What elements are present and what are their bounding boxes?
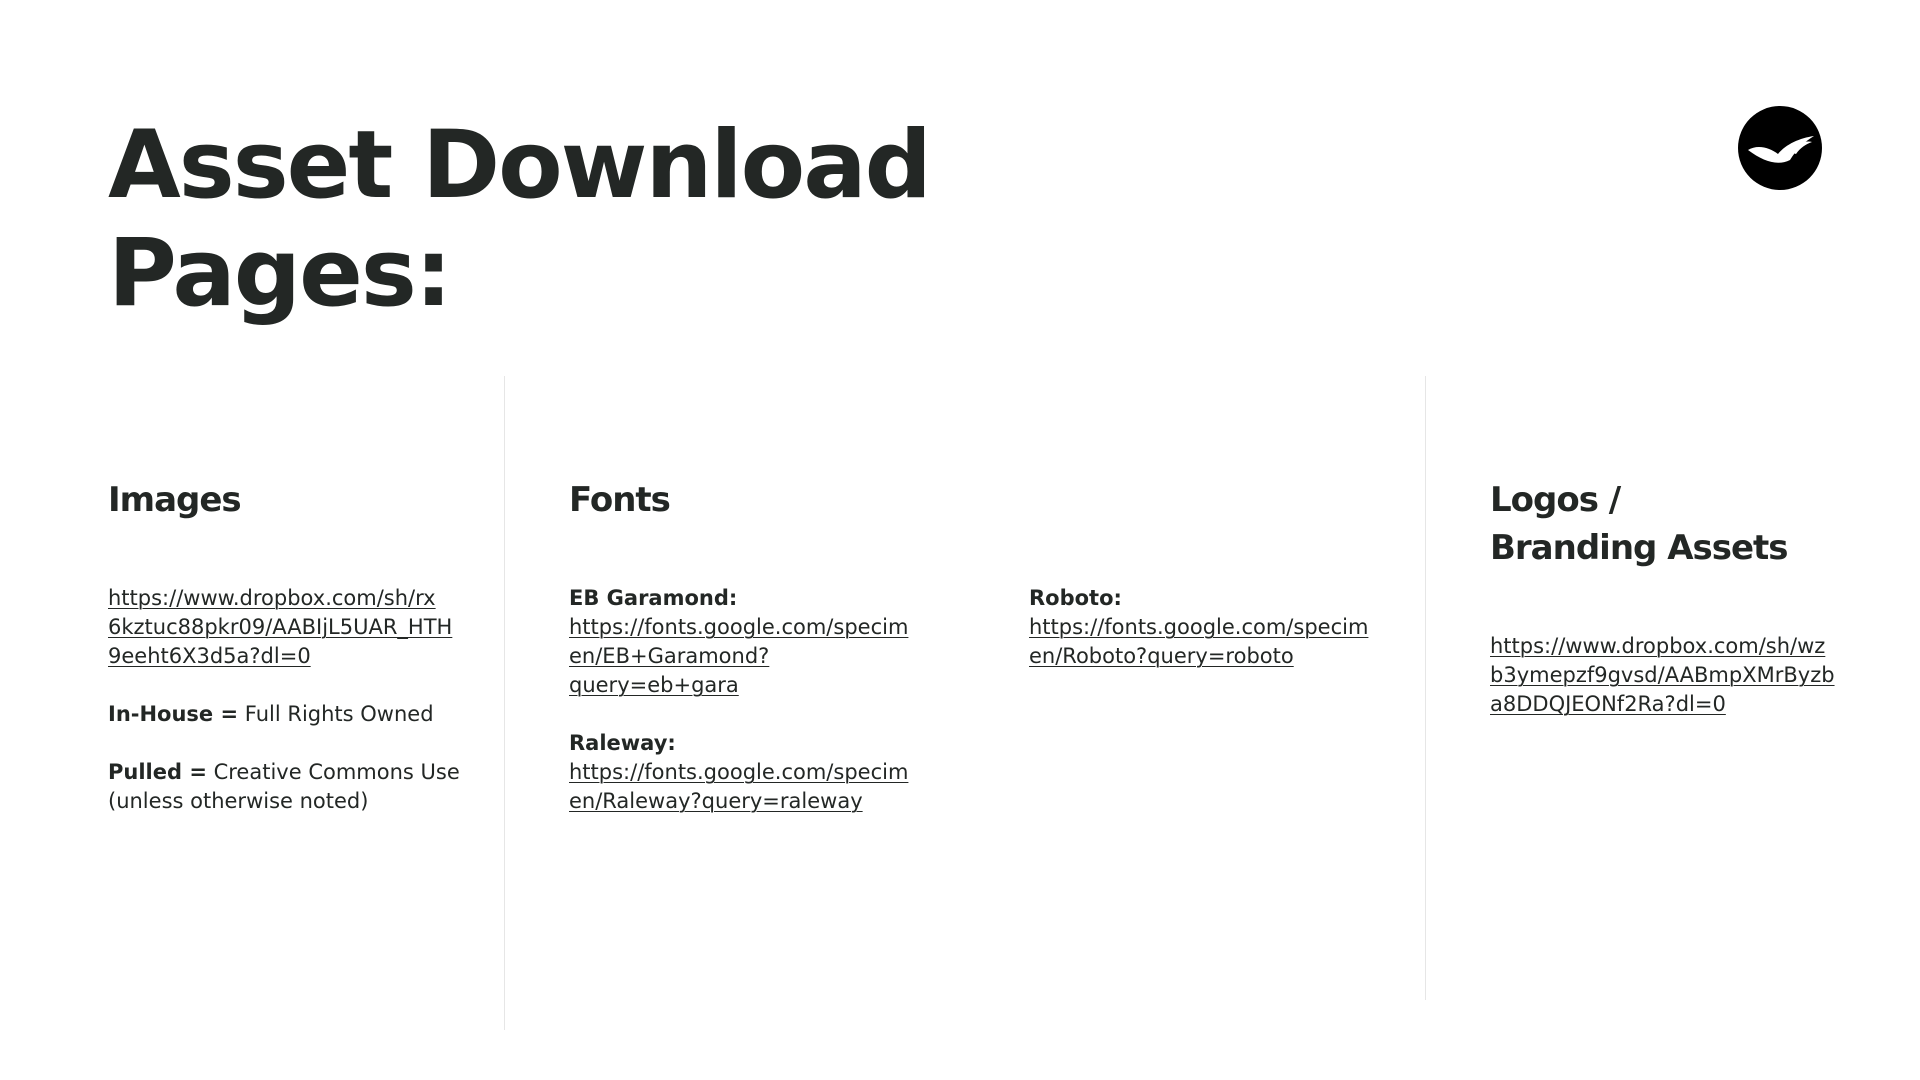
logos-section: [1490, 632, 1850, 719]
pulled-text: Creative Commons Use: [206, 760, 460, 784]
pulled-note-continued: (unless otherwise noted): [108, 789, 369, 813]
logos-heading-line-2: Branding Assets: [1490, 528, 1788, 568]
font-link-line: query=eb+gara: [569, 673, 739, 697]
font-name-raleway: [569, 729, 929, 758]
images-link-line: https://www.dropbox.com/sh/rx: [108, 586, 436, 610]
page-title: [108, 112, 930, 328]
images-link-line: 9eeht6X3d5a?dl=0: [108, 644, 311, 668]
font-name-label: Roboto:: [1029, 586, 1122, 610]
images-dropbox-link[interactable]: [108, 584, 468, 671]
pulled-label: Pulled =: [108, 760, 207, 784]
images-link-line: 6kztuc88pkr09/AABIjL5UAR_HTH: [108, 615, 453, 639]
column-divider-left: [504, 376, 505, 1030]
font-name-label: Raleway:: [569, 731, 676, 755]
fonts-column-right: [1029, 584, 1389, 671]
font-link-line: en/Roboto?query=roboto: [1029, 644, 1294, 668]
fonts-column-left: [569, 584, 929, 816]
fonts-heading-text: Fonts: [569, 480, 670, 520]
font-name-label: EB Garamond:: [569, 586, 738, 610]
roboto-link[interactable]: [1029, 613, 1389, 671]
logos-heading-line-1: Logos /: [1490, 480, 1621, 520]
font-link-line: https://fonts.google.com/specim: [569, 615, 909, 639]
font-name-eb-garamond: [569, 584, 929, 613]
raleway-link[interactable]: [569, 758, 929, 816]
font-link-line: https://fonts.google.com/specim: [569, 760, 909, 784]
eb-garamond-link[interactable]: [569, 613, 929, 700]
column-divider-right: [1425, 376, 1426, 1000]
logos-link-line: https://www.dropbox.com/sh/wz: [1490, 634, 1826, 658]
images-section: [108, 584, 468, 816]
logos-link-line: a8DDQJEONf2Ra?dl=0: [1490, 692, 1726, 716]
bird-icon: [1738, 106, 1822, 190]
in-house-note: [108, 700, 468, 729]
page-title-line-2: Pages:: [108, 219, 451, 328]
logos-link-line: b3ymepzf9gvsd/AABmpXMrByzb: [1490, 663, 1835, 687]
fonts-heading: [569, 476, 670, 524]
font-link-line: en/Raleway?query=raleway: [569, 789, 863, 813]
in-house-label: In-House =: [108, 702, 239, 726]
logos-heading: [1490, 476, 1788, 572]
pulled-note: [108, 758, 468, 787]
images-heading: [108, 476, 241, 524]
page-title-line-1: Asset Download: [108, 111, 930, 220]
logos-dropbox-link[interactable]: [1490, 632, 1850, 719]
brand-logo: [1738, 106, 1822, 190]
images-heading-text: Images: [108, 480, 241, 520]
font-link-line: en/EB+Garamond?: [569, 644, 770, 668]
in-house-text: Full Rights Owned: [238, 702, 434, 726]
font-name-roboto: [1029, 584, 1389, 613]
font-link-line: https://fonts.google.com/specim: [1029, 615, 1369, 639]
